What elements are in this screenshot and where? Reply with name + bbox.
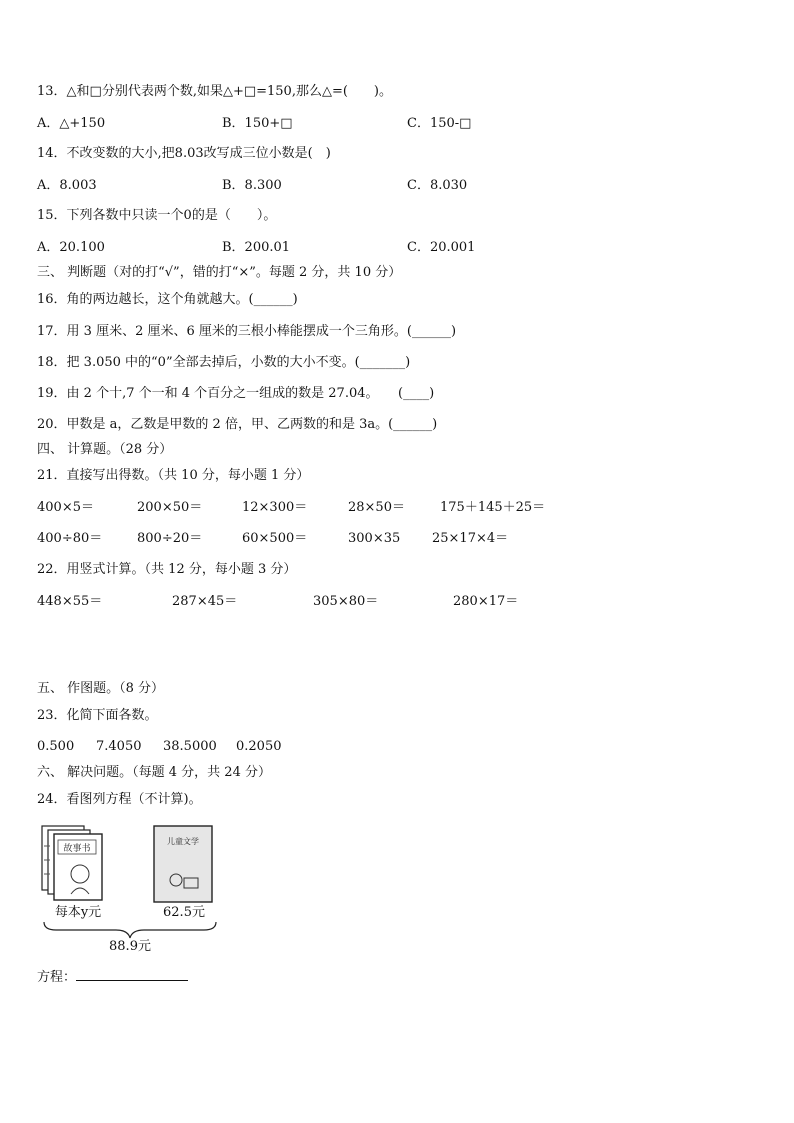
question-24-stem: 24．看图列方程（不计算)。 <box>37 792 202 807</box>
vertical-calc-item: 280×17＝ <box>453 594 519 609</box>
question-18: 18．把 3.050 中的“0”全部去掉后，小数的大小不变。(_______) <box>37 355 411 370</box>
calc-item: 28×50＝ <box>348 500 405 515</box>
question-17: 17．用 3 厘米、2 厘米、6 厘米的三根小棒能摆成一个三角形。(______) <box>37 324 457 339</box>
calc-item: 400×5＝ <box>37 500 94 515</box>
section-4-heading: 四、 计算题。（28 分） <box>37 442 173 457</box>
section-6-heading: 六、 解决问题。（每题 4 分，共 24 分） <box>37 765 271 780</box>
total-brace <box>44 922 216 938</box>
calc-item: 200×50＝ <box>137 500 203 515</box>
vertical-calc-item: 448×55＝ <box>37 594 103 609</box>
calc-item: 60×500＝ <box>242 531 308 546</box>
children-literature-image <box>154 826 212 902</box>
question-15-stem: 15．下列各数中只读一个0的是（ ）。 <box>37 208 277 223</box>
q14-option-a: A．8.003 <box>37 178 97 193</box>
question-22-stem: 22．用竖式计算。（共 12 分，每小题 3 分） <box>37 562 297 577</box>
q15-option-b: B．200.01 <box>222 240 291 255</box>
simplify-item: 7.4050 <box>96 739 142 754</box>
equation-line <box>37 968 188 986</box>
section-5-heading: 五、 作图题。（8 分） <box>37 681 165 696</box>
simplify-item: 38.5000 <box>163 739 217 754</box>
question-23-stem: 23．化简下面各数。 <box>37 708 158 723</box>
story-books-image <box>42 826 102 900</box>
vertical-calc-item: 287×45＝ <box>172 594 238 609</box>
q14-option-c: C．8.030 <box>407 178 468 193</box>
vertical-calc-item: 305×80＝ <box>313 594 379 609</box>
q15-option-c: C．20.001 <box>407 240 476 255</box>
question-14-stem: 14．不改变数的大小,把8.03改写成三位小数是( ) <box>37 146 331 161</box>
question-20: 20．甲数是 a，乙数是甲数的 2 倍，甲、乙两数的和是 3a。(______) <box>37 417 438 432</box>
calc-item: 175＋145＋25＝ <box>440 500 546 515</box>
section-3-heading: 三、 判断题（对的打“√”，错的打“×”。每题 2 分，共 10 分） <box>37 265 402 280</box>
calc-item: 800÷20＝ <box>137 531 203 546</box>
question-21-stem: 21．直接写出得数。（共 10 分，每小题 1 分） <box>37 468 310 483</box>
q13-option-b: B．150+□ <box>222 116 293 131</box>
q13-option-a: A．△+150 <box>37 116 106 131</box>
calc-item: 12×300＝ <box>242 500 308 515</box>
question-19: 19．由 2 个十,7 个一和 4 个百分之一组成的数是 27.04。 (____) <box>37 386 435 401</box>
q14-option-b: B．8.300 <box>222 178 282 193</box>
price-other-label: 62.5元 <box>163 905 205 920</box>
calc-item: 25×17×4＝ <box>432 531 509 546</box>
q15-option-a: A．20.100 <box>37 240 105 255</box>
story-book-title: 故事书 <box>63 844 91 854</box>
question-13-stem: 13．△和□分别代表两个数,如果△+□=150,那么△=( )。 <box>37 84 392 99</box>
q13-option-c: C．150-□ <box>407 116 472 131</box>
equation-label: 方程： <box>37 970 77 985</box>
simplify-item: 0.2050 <box>236 739 282 754</box>
literature-book-title: 儿童文学 <box>167 837 199 846</box>
books-figure <box>36 816 236 956</box>
equation-answer-blank[interactable] <box>76 968 188 981</box>
calc-item: 300×35 <box>348 531 401 546</box>
total-price-label: 88.9元 <box>109 939 151 954</box>
question-16: 16．角的两边越长，这个角就越大。(______) <box>37 292 298 307</box>
calc-item: 400÷80＝ <box>37 531 103 546</box>
simplify-item: 0.500 <box>37 739 75 754</box>
price-each-label: 每本y元 <box>54 905 102 920</box>
